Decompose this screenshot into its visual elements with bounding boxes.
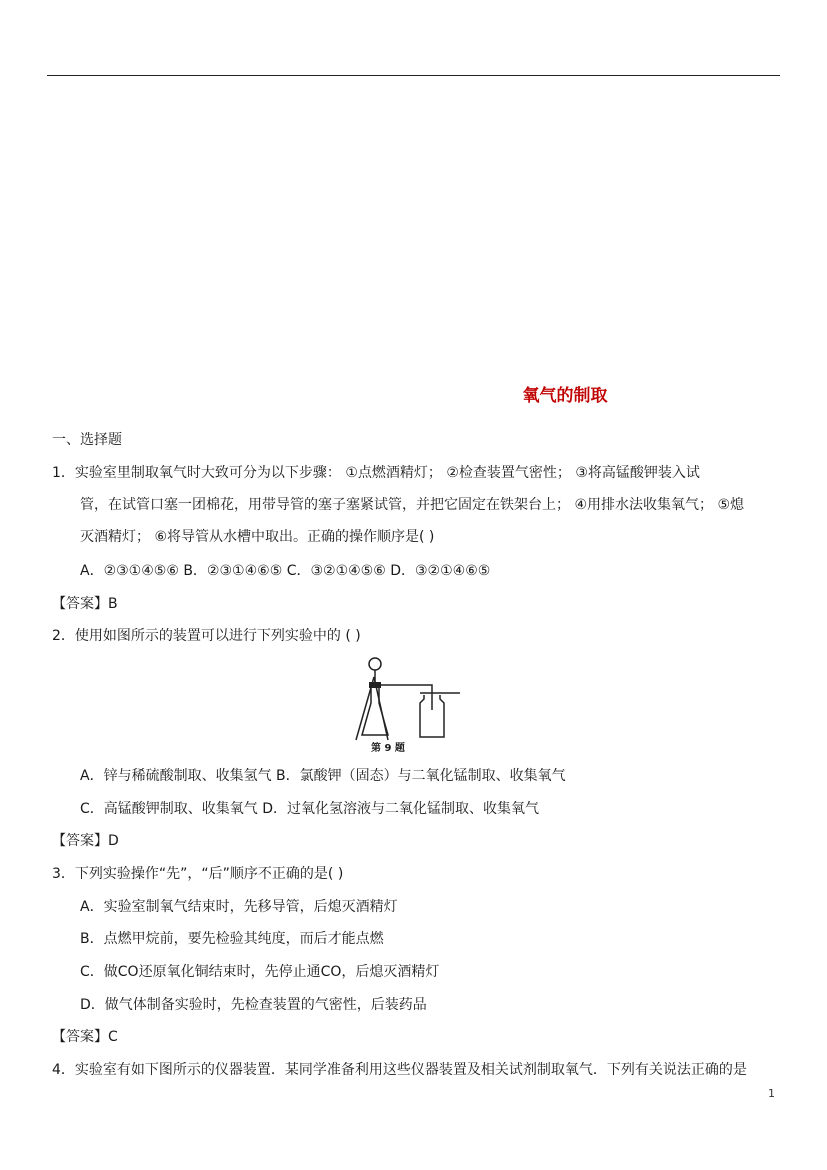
apparatus-figure [352, 655, 460, 755]
q4-line-1: 4．实验室有如下图所示的仪器装置．某同学准备利用这些仪器装置及相关试剂制取氧气．下列有关说法正确的是 [52, 1062, 747, 1078]
q3-option-c: C．做CO还原氧化铜结束时，先停止通CO，后熄灭酒精灯 [80, 964, 440, 980]
q2-answer: 【答案】D [52, 833, 119, 849]
header-rule [47, 75, 780, 76]
stand-leg-left [356, 677, 374, 740]
q3-answer: 【答案】C [52, 1029, 118, 1045]
funnel-bulb [369, 658, 381, 670]
q3-line-1: 3．下列实验操作“先”，“后”顺序不正确的是( ) [52, 866, 344, 882]
q3-option-b: B．点燃甲烷前，要先检验其纯度，而后才能点燃 [80, 931, 384, 947]
q1-line-2: 管，在试管口塞一团棉花，用带导管的塞子塞紧试管，并把它固定在铁架台上； ④用排水法收集氧气； ⑤熄 [80, 497, 744, 513]
section-heading: 一、选择题 [52, 432, 122, 448]
q1-line-3: 灭酒精灯； ⑥将导管从水槽中取出。正确的操作顺序是( ) [80, 529, 435, 545]
q1-line-1: 1．实验室里制取氧气时大致可分为以下步骤： ①点燃酒精灯； ②检查装置气密性； ③将高锰酸钾装入试 [52, 465, 700, 481]
q1-answer: 【答案】B [52, 596, 118, 612]
q2-option-cd: C．高锰酸钾制取、收集氧气 D．过氧化氢溶液与二氧化锰制取、收集氧气 [80, 801, 540, 817]
q1-options: A．②③①④⑤⑥ B．②③①④⑥⑤ C．③②①④⑤⑥ D．③②①④⑥⑤ [80, 563, 491, 579]
figure-caption: 第 9 题 [371, 743, 405, 754]
q2-option-ab: A．锌与稀硫酸制取、收集氢气 B．氯酸钾（固态）与二氧化锰制取、收集氧气 [80, 768, 566, 784]
page-number: 1 [768, 1087, 775, 1100]
q2-line-1: 2．使用如图所示的装置可以进行下列实验中的 ( ) [52, 628, 361, 644]
delivery-tube [381, 685, 432, 693]
q3-option-d: D．做气体制备实验时，先检查装置的气密性，后装药品 [80, 997, 427, 1013]
page-title: 氧气的制取 [522, 386, 608, 406]
flask [362, 688, 388, 735]
q3-option-a: A．实验室制氧气结束时，先移导管，后熄灭酒精灯 [80, 899, 398, 915]
